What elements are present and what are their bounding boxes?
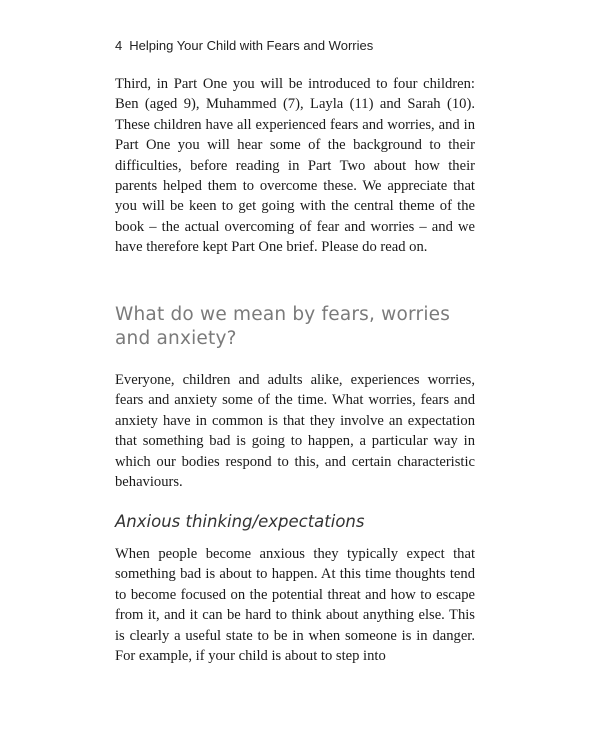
subsection-heading: Anxious thinking/expectations [115,512,365,531]
definition-paragraph: Everyone, children and adults alike, experiences worries, fears and anxiety some of the time. What worries, fears and anxiety have in common is that they involve an expectation that something bad is going to happen, a particular way in which our bodies respond to this, and certain characteristic behaviours. [115,372,475,491]
section-heading: What do we mean by fears, worries and anxiety? [115,304,451,349]
anxious-thinking-paragraph: When people become anxious they typically expect that something bad is about to happen. At this time thoughts tend to become focused on the potential threat and how to escape from it, and it can be hard to think about anything else. This is clearly a useful state to be in when someone is in danger. For example, if your child is about to step into [115,546,475,665]
running-head [115,38,373,53]
intro-paragraph: Third, in Part One you will be introduced to four children: Ben (aged 9), Muhammed (7), Layla (11) and Sarah (10). These children have all experienced fears and worries, and in Part One you will hear some of the background to their difficulties, before reading in Part Two about how their parents helped them to overcome these. We appreciate that you will be keen to get going with the central theme of the book – the actual overcoming of fear and worries – and we have therefore kept Part One brief. Please do read on. [115,76,475,256]
book-title: Helping Your Child with Fears and Worries [129,38,374,53]
page-number: 4 [115,38,123,53]
